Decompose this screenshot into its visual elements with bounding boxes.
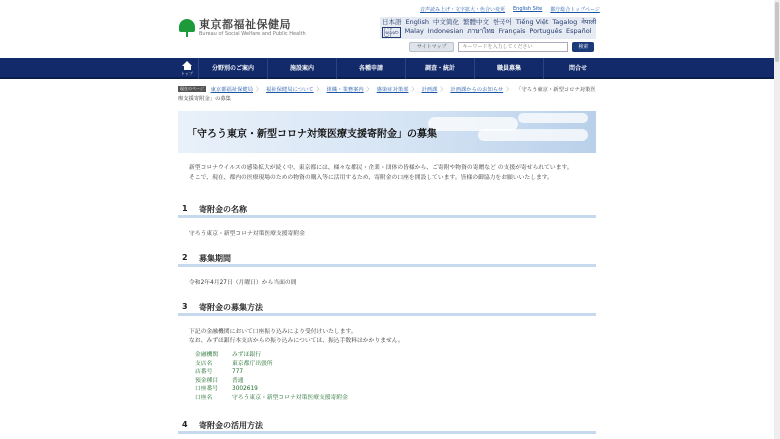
accessibility-link[interactable]: 音声読み上げ・文字拡大・色合い変更 xyxy=(420,7,506,13)
breadcrumb-link[interactable]: 組織・業務案内 xyxy=(326,87,364,93)
intro-paragraph: そこで、現在、都内の医療現場のための物資の購入等に活用するため、寄附金の口座を開設しています。皆様の御協力をお願いいたします。 xyxy=(189,175,553,181)
language-selector xyxy=(380,17,596,39)
breadcrumb-current: 「守ろう東京・新型コロナ対策医療支援寄附金」の募集 xyxy=(178,87,596,102)
nav-home[interactable] xyxy=(176,58,198,79)
nav-item-facilities[interactable]: 施設案内 xyxy=(267,58,336,79)
scrollbar-thumb[interactable] xyxy=(775,2,779,62)
lang-option[interactable]: Português xyxy=(529,27,563,35)
account-key: 店番号 xyxy=(195,369,213,376)
global-nav xyxy=(0,58,774,79)
section-number: 4 xyxy=(182,420,188,429)
bank-account-details xyxy=(195,351,348,403)
account-key: 口座番号 xyxy=(195,386,219,393)
section-title: 寄附金の名称 xyxy=(199,205,247,214)
lang-option[interactable]: Français xyxy=(498,27,526,35)
sitemap-button[interactable]: サイトマップ xyxy=(409,42,454,52)
account-row xyxy=(195,385,348,394)
section-number: 1 xyxy=(182,204,188,213)
lang-option[interactable]: 繁體中文 xyxy=(462,18,489,26)
account-key: 支店名 xyxy=(195,360,213,367)
account-value: 普通 xyxy=(232,377,244,384)
section-body: 守ろう東京・新型コロナ対策医療支援寄附金 xyxy=(189,231,305,237)
account-row xyxy=(195,368,348,377)
search-input[interactable] xyxy=(458,42,568,52)
account-value: 3002619 xyxy=(232,386,258,393)
page-scrollbar[interactable] xyxy=(774,0,780,439)
ginkgo-leaf-icon xyxy=(178,18,196,38)
breadcrumb-link[interactable]: 東京都福祉保健局 xyxy=(210,87,253,93)
section-title: 募集期間 xyxy=(199,254,231,263)
account-key: 預金種目 xyxy=(195,377,219,384)
account-row xyxy=(195,351,348,360)
account-row xyxy=(195,377,348,386)
site-logo[interactable] xyxy=(178,18,306,38)
section-line: 下記の金融機関において口座振り込みにより受付けいたします。 xyxy=(189,329,357,335)
page-title: 「守ろう東京・新型コロナ対策医療支援寄附金」の募集 xyxy=(187,129,437,140)
lang-option[interactable]: 中文简化 xyxy=(432,18,459,26)
metro-top-link[interactable]: 都庁総合トップページ xyxy=(550,7,600,13)
account-key: 金融機関 xyxy=(195,352,219,358)
lang-option[interactable]: Malay xyxy=(404,27,424,35)
lang-option[interactable]: Tagalog xyxy=(552,18,578,26)
nav-item-statistics[interactable]: 調査・統計 xyxy=(405,58,474,79)
section-title: 寄附金の活用方法 xyxy=(199,421,263,430)
search-bar xyxy=(409,42,594,52)
account-value: 守ろう東京・新型コロナ対策医療支援寄附金 xyxy=(232,394,348,401)
nav-item-applications[interactable]: 各種申請 xyxy=(336,58,405,79)
account-value: 777 xyxy=(232,369,244,376)
section-heading xyxy=(178,418,596,434)
intro-paragraph: 新型コロナウイルスの感染拡大が続く中、東京都には、様々な都民・企業・団体の皆様から、ご寄附や物資の寄贈など の支援が寄せられています。 xyxy=(189,165,573,171)
intro-text xyxy=(183,163,595,183)
breadcrumb-here-badge: 現在のページ xyxy=(180,86,204,91)
breadcrumb-link[interactable]: 福祉保健局について xyxy=(266,87,314,93)
english-site-link[interactable]: English Site xyxy=(513,6,543,12)
section-body xyxy=(189,328,404,346)
breadcrumb-link[interactable]: 計画課 xyxy=(421,87,438,93)
breadcrumb: 現在のページ 東京都福祉保健局 〉 福祉保健局について 〉 組織・業務案内 〉 感染症対策部 〉 計画課 〉 計画課からのお知らせ 〉 「守ろう東京・新型コロナ対策医療支援寄附金」の募集 xyxy=(178,86,596,102)
account-row xyxy=(195,394,348,403)
nav-home-label: トップ xyxy=(181,70,193,76)
section-heading xyxy=(178,300,596,316)
lang-option[interactable]: Español xyxy=(566,27,592,35)
account-row xyxy=(195,360,348,369)
account-value: 東京都庁出張所 xyxy=(232,360,273,367)
nav-item-fields[interactable]: 分野別のご案内 xyxy=(198,58,267,79)
lang-option[interactable]: ภาษาไทย xyxy=(467,27,495,35)
section-title: 寄附金の募集方法 xyxy=(199,303,263,312)
section-heading xyxy=(178,202,596,218)
breadcrumb-link[interactable]: 感染症対策部 xyxy=(376,87,409,93)
lang-option[interactable]: English xyxy=(405,18,429,26)
title-banner xyxy=(178,111,596,153)
section-line: なお、みずほ銀行本支店からの振り込みについては、振込手数料はかかりません。 xyxy=(189,338,404,344)
breadcrumb-link[interactable]: 計画課からのお知らせ xyxy=(450,87,504,93)
account-key: 口座名 xyxy=(195,394,213,401)
lang-option[interactable]: 한국어 xyxy=(492,18,512,26)
top-links xyxy=(420,6,600,13)
lang-option[interactable]: မြန်မာ xyxy=(384,28,399,36)
account-value: みずほ銀行 xyxy=(232,352,261,358)
section-heading xyxy=(178,251,596,267)
nav-item-contact[interactable]: 問合せ xyxy=(543,58,612,79)
logo-title: 東京都福祉保健局 xyxy=(199,17,291,31)
lang-option[interactable]: Tiếng Việt xyxy=(515,18,549,26)
section-body: 令和2年4月27日（月曜日）から当面の間 xyxy=(189,280,297,286)
nav-item-recruitment[interactable]: 職員募集 xyxy=(474,58,543,79)
section-number: 3 xyxy=(182,302,188,311)
lang-option[interactable]: Indonesian xyxy=(427,27,464,35)
section-number: 2 xyxy=(182,253,188,262)
lang-option[interactable]: नेपाली xyxy=(581,18,597,26)
search-button[interactable]: 検索 xyxy=(572,42,594,52)
lang-option[interactable]: 日本語 xyxy=(382,18,402,26)
logo-subtitle: Bureau of Social Welfare and Public Health xyxy=(199,30,306,37)
